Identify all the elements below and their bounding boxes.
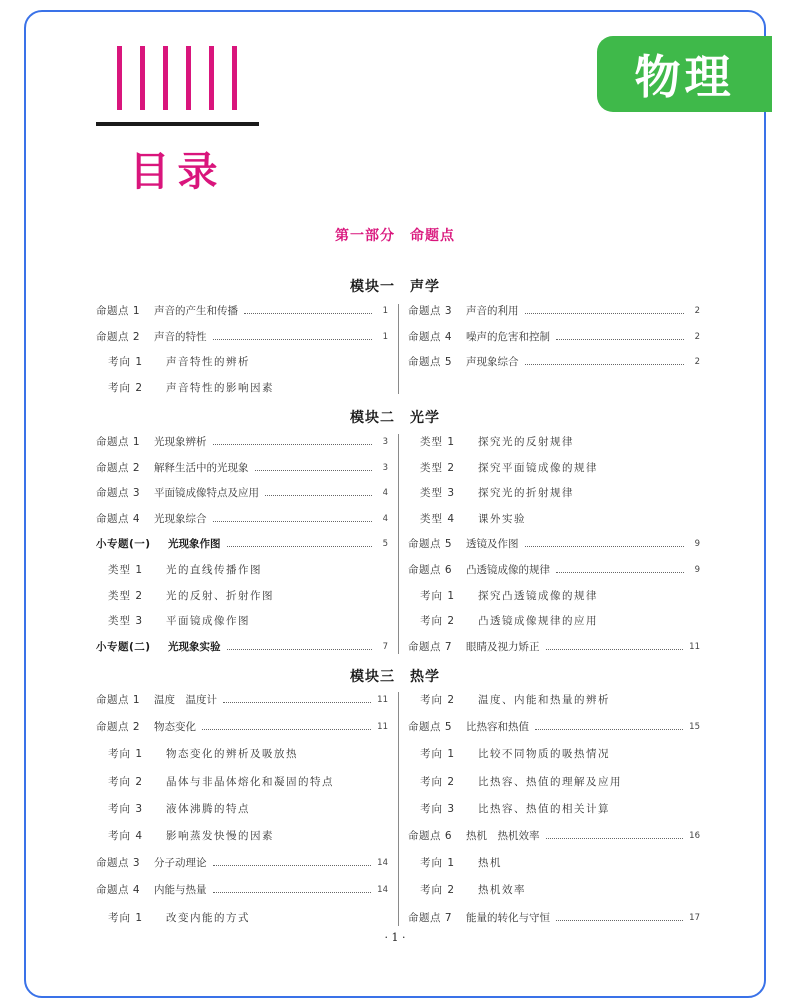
dot-leader — [213, 520, 373, 522]
toc-entry-label: 命题点 6 — [408, 830, 453, 842]
toc-entry-label: 命题点 4 — [408, 330, 453, 343]
toc-entry-page: 16 — [689, 831, 700, 841]
toc-entry-label: 命题点 2 — [96, 330, 141, 343]
toc-entry-title: 分子动理论 — [154, 857, 207, 870]
toc-entry[interactable] — [96, 536, 388, 552]
toc-entry[interactable] — [408, 719, 700, 735]
dot-leader — [265, 494, 372, 496]
toc-entry[interactable] — [408, 855, 700, 871]
subject-tab: 物理 — [597, 36, 772, 112]
toc-entry-page: 2 — [694, 357, 700, 367]
toc-entry-label: 命题点 5 — [408, 721, 453, 734]
dot-leader — [227, 648, 373, 650]
dot-leader — [556, 919, 683, 921]
title-rule — [96, 122, 259, 126]
toc-entry-page: 3 — [382, 462, 388, 473]
toc-entry-title: 光现象作图 — [168, 538, 221, 551]
toc-entry-label: 命题点 1 — [96, 305, 141, 317]
toc-entry[interactable] — [96, 746, 388, 762]
toc-entry-title: 探究平面镜成像的规律 — [478, 461, 598, 474]
toc-entry[interactable] — [408, 460, 700, 476]
toc-entry[interactable] — [96, 485, 388, 501]
toc-entry-page: 15 — [689, 722, 700, 733]
toc-entry-label: 命题点 1 — [96, 436, 141, 448]
module-title: 模块一 声学 — [350, 279, 440, 295]
toc-entry-label: 考向 3 — [108, 802, 144, 815]
toc-entry-page: 11 — [377, 722, 388, 733]
toc-entry[interactable] — [96, 910, 388, 926]
toc-entry-title: 探究凸透镜成像的规律 — [478, 589, 598, 602]
toc-entry[interactable] — [408, 536, 700, 552]
toc-entry[interactable] — [96, 639, 388, 655]
toc-entry[interactable] — [96, 801, 388, 817]
column-divider — [398, 692, 399, 926]
toc-entry-label: 命题点 6 — [408, 564, 453, 576]
toc-entry[interactable] — [408, 354, 700, 370]
toc-entry[interactable] — [408, 828, 700, 844]
dot-leader — [213, 891, 372, 893]
toc-entry-label: 命题点 5 — [408, 538, 453, 551]
dot-leader — [244, 312, 372, 314]
toc-entry-label: 小专题(一) — [96, 538, 151, 551]
toc-entry-title: 声音的产生和传播 — [154, 305, 238, 317]
toc-entry[interactable] — [96, 380, 388, 396]
toc-entry-title: 温度、内能和热量的辨析 — [478, 694, 610, 706]
toc-entry-label: 考向 4 — [108, 830, 144, 842]
toc-entry-page: 4 — [382, 513, 388, 524]
toc-entry[interactable] — [96, 719, 388, 735]
toc-entry-label: 类型 1 — [420, 436, 456, 448]
toc-entry-title: 课外实验 — [478, 512, 526, 525]
dot-leader — [213, 864, 372, 866]
toc-entry-title: 光的反射、折射作图 — [166, 589, 274, 602]
toc-entry-label: 考向 1 — [108, 748, 144, 761]
dot-leader — [255, 469, 373, 471]
toc-entry-title: 声音特性的辨析 — [166, 356, 250, 368]
toc-entry-label: 考向 2 — [420, 694, 456, 706]
toc-entry-label: 类型 2 — [108, 589, 144, 602]
toc-entry-label: 命题点 5 — [408, 356, 453, 368]
toc-entry[interactable] — [96, 511, 388, 527]
toc-entry-page: 1 — [382, 306, 388, 316]
toc-entry-label: 考向 2 — [420, 884, 456, 897]
toc-entry-title: 能量的转化与守恒 — [466, 911, 550, 924]
toc-entry-page: 17 — [689, 912, 700, 923]
toc-entry-title: 物态变化的辨析及吸放热 — [166, 748, 298, 761]
toc-entry-title: 凸透镜成像的规律 — [466, 564, 550, 576]
toc-entry[interactable] — [408, 692, 700, 708]
toc-entry-page: 1 — [382, 331, 388, 342]
toc-entry-label: 命题点 2 — [96, 721, 141, 734]
toc-entry-title: 光的直线传播作图 — [166, 564, 262, 576]
toc-entry-title: 解释生活中的光现象 — [154, 461, 249, 474]
toc-entry[interactable] — [408, 774, 700, 790]
toc-entry-page: 11 — [689, 641, 700, 652]
toc-entry-label: 类型 3 — [108, 615, 144, 628]
toc-entry-title: 声现象综合 — [466, 356, 519, 368]
toc-entry[interactable] — [408, 613, 700, 629]
column-divider — [398, 304, 399, 394]
toc-entry-label: 考向 2 — [108, 381, 144, 394]
dot-leader — [556, 338, 684, 340]
toc-entry-page: 2 — [694, 306, 700, 316]
toc-entry-page: 9 — [694, 565, 700, 575]
page-number: · 1 · — [384, 931, 406, 944]
toc-entry-title: 探究光的折射规律 — [478, 487, 574, 500]
toc-entry-page: 11 — [377, 695, 388, 705]
toc-entry-title: 光现象辨析 — [154, 436, 207, 448]
toc-entry-title: 光现象综合 — [154, 512, 207, 525]
toc-entry-label: 命题点 3 — [408, 305, 453, 317]
toc-entry[interactable] — [408, 485, 700, 501]
toc-entry-label: 考向 1 — [420, 589, 456, 602]
toc-entry[interactable] — [96, 588, 388, 604]
toc-entry-label: 命题点 3 — [96, 487, 141, 500]
toc-entry-page: 14 — [377, 858, 388, 869]
toc-entry[interactable] — [96, 354, 388, 370]
toc-entry[interactable] — [96, 882, 388, 898]
toc-entry-label: 考向 2 — [420, 775, 456, 788]
toc-entry[interactable] — [96, 329, 388, 345]
dot-leader — [213, 443, 373, 445]
toc-entry[interactable] — [408, 511, 700, 527]
toc-entry-title: 比热容、热值的理解及应用 — [478, 775, 622, 788]
toc-entry[interactable] — [408, 746, 700, 762]
toc-entry-label: 考向 1 — [108, 911, 144, 924]
toc-entry[interactable] — [96, 613, 388, 629]
toc-entry-title: 比热容、热值的相关计算 — [478, 802, 610, 815]
toc-entry[interactable] — [408, 588, 700, 604]
toc-entry-label: 命题点 7 — [408, 911, 453, 924]
toc-entry[interactable] — [408, 801, 700, 817]
toc-entry-label: 命题点 4 — [96, 512, 141, 525]
part-title: 第一部分 命题点 — [335, 228, 455, 244]
toc-entry[interactable] — [408, 910, 700, 926]
dot-leader — [227, 545, 373, 547]
toc-entry-label: 考向 1 — [108, 356, 144, 368]
toc-entry[interactable] — [96, 692, 388, 708]
toc-entry-label: 命题点 2 — [96, 461, 141, 474]
module-title: 模块二 光学 — [350, 410, 440, 426]
toc-entry-title: 物态变化 — [154, 721, 196, 734]
toc-entry[interactable] — [96, 774, 388, 790]
toc-entry-title: 热机效率 — [478, 884, 526, 897]
toc-entry-title: 晶体与非晶体熔化和凝固的特点 — [166, 775, 334, 788]
toc-entry-title: 凸透镜成像规律的应用 — [478, 615, 598, 628]
toc-entry-title: 液体沸腾的特点 — [166, 802, 250, 815]
toc-entry-label: 命题点 7 — [408, 640, 453, 653]
toc-entry[interactable] — [96, 855, 388, 871]
toc-entry[interactable] — [408, 882, 700, 898]
toc-entry-title: 透镜及作图 — [466, 538, 519, 551]
dot-leader — [202, 728, 371, 730]
dot-leader — [525, 363, 685, 365]
toc-entry-title: 噪声的危害和控制 — [466, 330, 550, 343]
toc-entry[interactable] — [408, 303, 700, 319]
toc-entry-title: 平面镜成像作图 — [166, 615, 250, 628]
toc-entry-title: 探究光的反射规律 — [478, 436, 574, 448]
toc-entry-label: 考向 1 — [420, 857, 456, 870]
toc-entry-page: 5 — [382, 539, 388, 550]
page-title: 目录 — [129, 148, 226, 195]
toc-entry-title: 热机 — [478, 857, 502, 870]
toc-entry-page: 2 — [694, 331, 700, 342]
toc-entry-title: 影响蒸发快慢的因素 — [166, 830, 274, 842]
toc-entry-page: 14 — [377, 885, 388, 896]
toc-entry[interactable] — [96, 434, 388, 450]
dot-leader — [546, 837, 684, 839]
toc-entry-title: 改变内能的方式 — [166, 911, 250, 924]
toc-entry-title: 热机 热机效率 — [466, 830, 540, 842]
toc-entry-title: 声音的利用 — [466, 305, 519, 317]
column-divider — [398, 434, 399, 654]
dot-leader — [556, 571, 684, 573]
toc-entry-title: 平面镜成像特点及应用 — [154, 487, 259, 500]
module-title: 模块三 热学 — [350, 669, 440, 685]
toc-entry-page: 4 — [382, 488, 388, 499]
dot-leader — [525, 312, 685, 314]
toc-entry-label: 考向 3 — [420, 802, 456, 815]
toc-entry[interactable] — [96, 460, 388, 476]
toc-entry[interactable] — [96, 562, 388, 578]
toc-entry-label: 考向 2 — [108, 775, 144, 788]
toc-entry-label: 类型 4 — [420, 512, 456, 525]
toc-entry[interactable] — [96, 828, 388, 844]
toc-entry-label: 考向 1 — [420, 748, 456, 761]
toc-entry-label: 类型 2 — [420, 461, 456, 474]
toc-entry-title: 光现象实验 — [168, 640, 221, 653]
toc-entry-title: 比较不同物质的吸热情况 — [478, 748, 610, 761]
toc-entry[interactable] — [96, 303, 388, 319]
toc-entry-title: 声音的特性 — [154, 330, 207, 343]
toc-entry[interactable] — [408, 639, 700, 655]
dot-leader — [546, 648, 684, 650]
toc-entry-title: 温度 温度计 — [154, 694, 217, 706]
toc-entry-label: 类型 1 — [108, 564, 144, 576]
toc-entry-title: 比热容和热值 — [466, 721, 529, 734]
dot-leader — [535, 728, 683, 730]
dot-leader — [213, 338, 373, 340]
toc-entry-label: 命题点 1 — [96, 694, 141, 706]
toc-entry-page: 3 — [382, 437, 388, 447]
toc-entry[interactable] — [408, 562, 700, 578]
toc-entry-title: 声音特性的影响因素 — [166, 381, 274, 394]
toc-entry[interactable] — [408, 329, 700, 345]
toc-entry-title: 眼睛及视力矫正 — [466, 640, 540, 653]
toc-entry-title: 内能与热量 — [154, 884, 207, 897]
toc-entry-label: 命题点 3 — [96, 857, 141, 870]
toc-entry[interactable] — [408, 434, 700, 450]
dot-leader — [223, 701, 371, 703]
decorative-bars — [117, 46, 241, 110]
toc-entry-label: 考向 2 — [420, 615, 456, 628]
toc-entry-page: 9 — [694, 539, 700, 550]
toc-entry-page: 7 — [382, 641, 388, 652]
toc-entry-label: 小专题(二) — [96, 640, 151, 653]
dot-leader — [525, 545, 685, 547]
toc-entry-label: 类型 3 — [420, 487, 456, 500]
toc-entry-label: 命题点 4 — [96, 884, 141, 897]
